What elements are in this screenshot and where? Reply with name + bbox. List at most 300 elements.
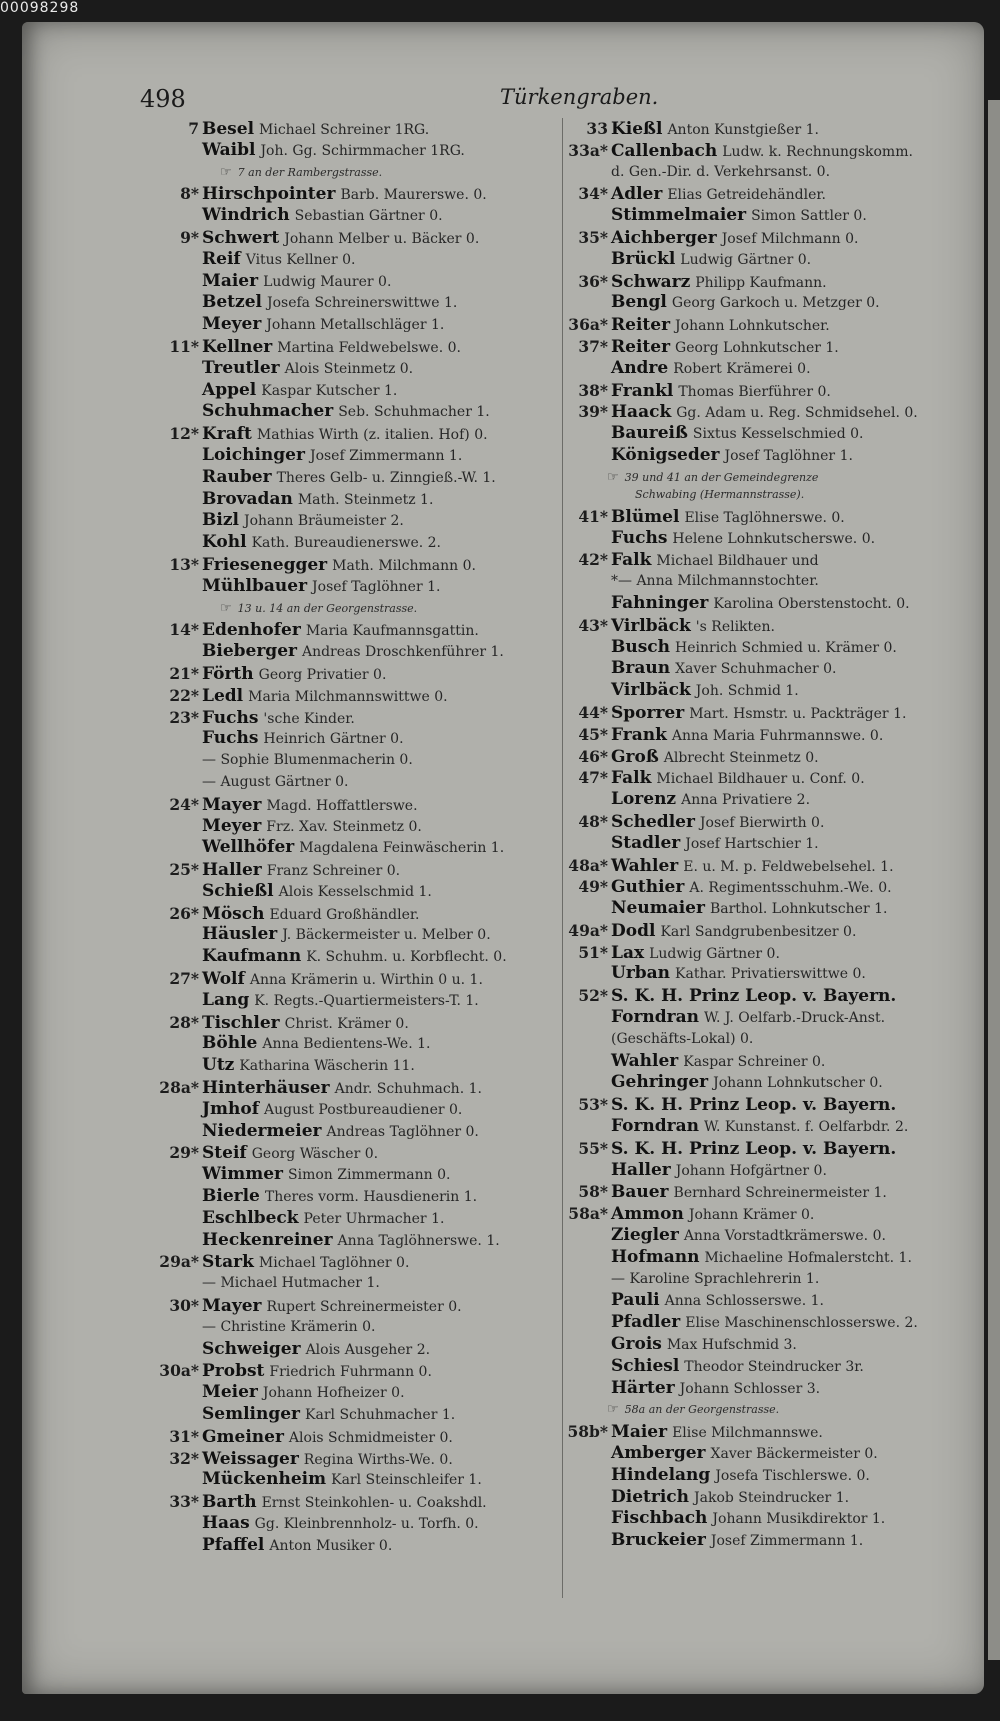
directory-entry [567,528,962,550]
resident-details: Johann Melber u. Bäcker 0. [284,230,480,247]
resident-details: Anna Vorstadtkrämerswe. 0. [683,1228,886,1245]
resident-surname: Haas [202,1513,250,1533]
resident-surname: Probst [202,1361,265,1382]
resident-details: Anna Bedientens-We. 1. [262,1036,431,1053]
resident-details: Maria Kaufmannsgattin. [305,623,479,640]
resident-surname: Eschlbeck [202,1207,299,1228]
resident-details: Elise Milchmannswe. [672,1425,823,1442]
resident-surname: Waibl [202,139,256,160]
directory-entry [567,1356,962,1378]
directory-entry [567,702,962,724]
house-number: 44* [578,702,608,722]
resident-surname: Hindelang [611,1464,711,1485]
resident-details: Alois Schmidmeister 0. [288,1429,453,1446]
directory-entry [122,728,562,750]
resident-surname: Sporrer [611,702,685,723]
resident-surname: Lang [202,989,250,1010]
resident-surname: Schwarz [611,271,691,292]
directory-entry [567,1116,962,1138]
resident-details: Xaver Schuhmacher 0. [675,661,837,678]
directory-entry [122,1360,562,1382]
resident-details: Robert Krämerei 0. [673,360,811,377]
resident-surname: S. K. H. Prinz Leop. v. Bayern. [611,986,897,1007]
resident-details: Alois Kesselschmid 1. [278,883,432,900]
house-number: 21* [169,663,199,683]
resident-details: Math. Steinmetz 1. [297,491,434,508]
resident-details: Josefa Tischlerswe. 0. [715,1467,870,1484]
directory-entry [567,1051,962,1073]
resident-surname: Windrich [202,205,290,226]
resident-details: Seb. Schuhmacher 1. [338,404,490,421]
directory-entry [567,855,962,877]
directory-entry [567,1269,962,1291]
resident-details: Alois Ausgeher 2. [305,1341,431,1358]
directory-entry [567,985,962,1007]
pointing-hand-icon: ☞ [220,164,232,180]
resident-surname: Lax [611,942,645,963]
directory-entry [122,1012,562,1034]
house-number: 47* [578,768,608,788]
resident-details: Helene Lohnkutscherswe. 0. [672,530,876,547]
house-number: 39* [578,402,608,422]
resident-details: Andr. Schuhmach. 1. [334,1081,482,1098]
resident-details: Karolina Oberstenstocht. 0. [713,595,910,612]
resident-details: J. Bäckermeister u. Melber 0. [282,927,491,944]
directory-entry [122,1055,562,1077]
directory-entry [567,1334,962,1356]
street-note-text-continued: Schwabing (Hermannstrasse). [635,487,805,501]
resident-surname: Meyer [202,314,262,335]
house-number: 13* [169,554,199,574]
street-note [122,162,562,184]
directory-entry [122,816,562,838]
directory-entry [122,1448,562,1470]
house-number: 28* [169,1012,199,1032]
street-note-text: 39 und 41 an der Gemeindegrenze [624,470,819,484]
house-number: 49a* [568,920,608,940]
directory-entry [122,1273,562,1295]
directory-entry [567,724,962,746]
directory-entry [567,1312,962,1334]
directory-entry [122,685,562,707]
resident-surname: Rauber [202,466,272,487]
pointing-hand-icon: ☞ [607,1402,619,1418]
directory-entry [567,1007,962,1029]
resident-surname: Weissager [202,1448,299,1469]
resident-surname: Fuchs [611,527,668,548]
directory-entry [122,205,562,227]
directory-entry [122,1469,562,1491]
resident-surname: Wahler [611,855,679,876]
directory-entry [122,1491,562,1513]
directory-entry [122,380,562,402]
scan-id-label: 00098298 [0,0,80,16]
directory-entry [122,1077,562,1099]
directory-entry [567,811,962,833]
resident-details: Johann Hofheizer 0. [262,1385,405,1402]
resident-surname: Förth [202,663,254,684]
resident-surname: Lorenz [611,789,677,810]
directory-entry [122,1513,562,1535]
resident-details: Kathar. Privatierswittwe 0. [675,966,866,983]
resident-details: Frz. Xav. Steinmetz 0. [266,818,422,835]
resident-surname: Haller [611,1159,671,1180]
resident-surname: Aichberger [611,227,717,248]
directory-entry [122,881,562,903]
directory-entry [567,1443,962,1465]
resident-details: W. Kunstanst. f. Oelfarbdr. 2. [704,1119,909,1136]
resident-details: Anton Musiker 0. [269,1537,393,1554]
directory-entry [567,1160,962,1182]
resident-details: Katharina Wäscherin 11. [239,1058,415,1075]
resident-details: Kaspar Kutscher 1. [261,382,398,399]
resident-details: Joh. Gg. Schirmmacher 1RG. [260,142,465,159]
resident-details: Karl Steinschleifer 1. [331,1472,482,1489]
resident-details: — Sophie Blumenmacherin 0. [202,752,413,769]
directory-entry [122,1404,562,1426]
directory-entry [567,423,962,445]
resident-details: E. u. M. p. Feldwebelsehel. 1. [683,858,894,875]
directory-entry [567,1029,962,1051]
resident-surname: Blümel [611,506,680,527]
resident-surname: Schweiger [202,1338,301,1359]
directory-entry [122,1295,562,1317]
house-number: 29a* [159,1252,199,1272]
resident-details: Sixtus Kesselschmied 0. [692,426,864,443]
resident-surname: Fuchs [202,728,259,749]
directory-entry [122,576,562,598]
directory-entry [567,680,962,702]
directory-entry [122,924,562,946]
house-number: 28a* [159,1078,199,1098]
directory-entry [122,249,562,271]
house-number: 26* [169,903,199,923]
resident-surname: Fischbach [611,1508,708,1529]
resident-surname: Kellner [202,336,273,357]
resident-details: Josef Taglöhner 1. [724,447,853,464]
resident-surname: Heckenreiner [202,1229,333,1250]
street-note-text: 58a an der Georgenstrasse. [624,1403,780,1417]
resident-surname: Bengl [611,292,667,313]
resident-surname: Haack [611,402,672,423]
directory-entry [567,358,962,380]
resident-details: Johann Bräumeister 2. [243,513,404,530]
resident-details: Joh. Schmid 1. [695,683,799,700]
resident-surname: Mösch [202,903,265,924]
street-note-text: 13 u. 14 an der Georgenstrasse. [237,601,418,615]
directory-entry [122,641,562,663]
directory-entry [567,1508,962,1530]
directory-entry [567,401,962,423]
directory-entry [567,292,962,314]
resident-surname: S. K. H. Prinz Leop. v. Bayern. [611,1138,897,1159]
resident-surname: Reiter [611,315,671,336]
resident-surname: Schießl [202,880,274,901]
house-number: 30a* [159,1361,199,1381]
house-number: 7 [188,119,199,138]
resident-details: Andreas Droschkenführer 1. [301,644,504,661]
street-note [122,598,562,620]
house-number: 36* [578,271,608,291]
resident-surname: Mückenheim [202,1469,327,1490]
house-number: 41* [578,506,608,526]
resident-details: Georg Wäscher 0. [251,1146,379,1163]
house-number: 24* [169,794,199,814]
directory-entry [122,946,562,968]
house-number: 45* [578,724,608,744]
resident-details: Magd. Hoffattlerswe. [266,797,418,814]
resident-details: Josef Zimmermann 1. [309,447,463,464]
resident-surname: Pfadler [611,1312,681,1333]
directory-entry [567,746,962,768]
resident-details: Ludwig Gärtner 0. [649,945,780,962]
resident-details: Kath. Bureaudienerswe. 2. [251,535,441,552]
resident-details: — Christine Krämerin 0. [202,1318,376,1335]
resident-details: Theres Gelb- u. Zinngieß.-W. 1. [276,469,496,486]
directory-entry [567,1378,962,1400]
resident-surname: Frank [611,724,667,745]
resident-details: Josefa Schreinerswittwe 1. [266,295,458,312]
resident-surname: Mühlbauer [202,575,308,596]
resident-details: Mart. Hsmstr. u. Packträger 1. [689,705,907,722]
resident-surname: Wellhöfer [202,837,295,858]
resident-details: Josef Zimmermann 1. [710,1533,864,1550]
directory-entry [122,707,562,729]
house-number: 30* [169,1296,199,1316]
house-number: 9* [180,227,199,247]
directory-entry [122,619,562,641]
running-head: Türkengraben. [500,85,659,109]
resident-surname: Stadler [611,832,681,853]
directory-entry [122,358,562,380]
directory-entry [567,162,962,184]
directory-entry [122,772,562,794]
house-number: 33* [169,1492,199,1512]
directory-entry [567,593,962,615]
resident-surname: Virlbäck [611,680,691,701]
resident-details: K. Schuhm. u. Korbflecht. 0. [306,949,507,966]
resident-details: W. J. Oelfarb.-Druck-Anst. [704,1010,886,1027]
resident-details: Christ. Krämer 0. [284,1015,409,1032]
resident-details: Anna Krämerin u. Wirthin 0 u. 1. [249,972,483,989]
directory-entry [122,1164,562,1186]
resident-surname: Ziegler [611,1225,679,1246]
resident-details: Anna Privatiere 2. [681,792,811,809]
resident-surname: Forndran [611,1116,700,1137]
resident-details: Alois Steinmetz 0. [284,360,414,377]
resident-surname: Königseder [611,444,720,465]
resident-details: Michael Bildhauer und [656,553,819,570]
directory-entry [567,1072,962,1094]
house-number: 34* [578,184,608,204]
directory-entry [122,1099,562,1121]
directory-entry [122,1033,562,1055]
directory-entry [567,118,962,140]
resident-details: Gg. Kleinbrennholz- u. Torfh. 0. [254,1516,479,1532]
resident-surname: Hirschpointer [202,184,336,205]
resident-details: Johann Musikdirektor 1. [712,1511,886,1528]
resident-surname: Frankl [611,380,674,401]
directory-entry [122,1317,562,1339]
directory-entry [122,227,562,249]
resident-details: 'sche Kinder. [263,710,355,727]
house-number: 12* [169,424,199,444]
resident-surname: Amberger [611,1443,706,1464]
directory-entry [122,445,562,467]
house-number: 33a* [568,140,608,160]
street-note [567,467,962,506]
directory-entry [567,876,962,898]
resident-details: Philipp Kaufmann. [695,274,827,291]
resident-details: Sebastian Gärtner 0. [294,208,443,225]
resident-details: Johann Metallschläger 1. [266,317,445,334]
directory-entry [122,401,562,423]
resident-surname: Mayer [202,794,262,815]
directory-entry [567,314,962,336]
resident-details: Anna Schlosserswe. 1. [664,1293,824,1310]
resident-surname: Kaufmann [202,946,302,967]
resident-details: Johann Schlosser 3. [679,1380,821,1397]
directory-entry [122,423,562,445]
resident-details: d. Gen.-Dir. d. Verkehrsanst. 0. [611,163,831,180]
resident-details: Anna Maria Fuhrmannswe. 0. [671,727,884,744]
resident-surname: Häusler [202,924,278,945]
resident-surname: Gehringer [611,1072,709,1093]
resident-surname: Treutler [202,357,280,378]
resident-details: Elise Maschinenschlosserswe. 2. [685,1315,918,1332]
resident-details: Johann Lohnkutscher 0. [713,1075,883,1092]
resident-surname: Guthier [611,877,685,898]
resident-details: Albrecht Steinmetz 0. [663,749,819,766]
resident-surname: Virlbäck [611,615,691,636]
resident-surname: Hofmann [611,1246,700,1267]
resident-surname: Friesenegger [202,554,328,575]
resident-details: Heinrich Schmied u. Krämer 0. [675,639,897,656]
directory-entry [567,833,962,855]
resident-surname: Falk [611,768,652,789]
resident-details: Barthol. Lohnkutscher 1. [709,901,888,918]
directory-entry [122,1208,562,1230]
directory-entry [122,532,562,554]
house-number: 29* [169,1143,199,1163]
resident-details: — August Gärtner 0. [202,773,349,790]
resident-surname: Böhle [202,1033,258,1054]
house-number: 49* [578,877,608,897]
resident-surname: Groß [611,746,659,767]
directory-entry [122,903,562,925]
directory-entry [567,1530,962,1552]
directory-entry [567,615,962,637]
resident-details: Simon Sattler 0. [751,208,867,225]
resident-surname: Schuhmacher [202,401,334,422]
resident-details: Michaeline Hofmalerstcht. 1. [704,1249,912,1266]
left-column [122,118,562,1557]
resident-details: Magdalena Feinwäscherin 1. [299,840,505,857]
resident-surname: Pfaffel [202,1534,265,1555]
resident-surname: Barth [202,1492,257,1513]
resident-details: Max Hufschmid 3. [666,1337,797,1354]
pointing-hand-icon: ☞ [220,600,232,616]
resident-surname: Kießl [611,119,663,139]
resident-surname: Dietrich [611,1486,689,1507]
house-number: 8* [180,184,199,204]
resident-surname: Hinterhäuser [202,1078,330,1099]
directory-entry [122,336,562,358]
house-number: 11* [169,336,199,356]
directory-entry [567,336,962,358]
house-number: 58a* [568,1204,608,1224]
right-column [567,118,962,1552]
directory-entry [567,183,962,205]
directory-entry [122,1535,562,1557]
directory-entry [567,1421,962,1443]
resident-details: Michael Schreiner 1RG. [259,122,430,138]
resident-details: — Michael Hutmacher 1. [202,1275,380,1292]
directory-entry [122,990,562,1012]
page-header [140,85,960,119]
resident-details: Josef Hartschier 1. [685,835,819,852]
resident-details: A. Regimentsschuhm.-We. 0. [689,880,892,897]
resident-surname: Semlinger [202,1404,301,1425]
adjacent-page-edge [988,100,1000,1660]
directory-entry [567,549,962,571]
house-number: 22* [169,685,199,705]
house-number: 31* [169,1426,199,1446]
page-number: 498 [140,85,186,113]
resident-surname: Ledl [202,685,244,706]
resident-details: *— Anna Milchmannstochter. [611,573,819,590]
resident-surname: Bieberger [202,641,297,662]
directory-entry [122,859,562,881]
resident-surname: Maier [611,1422,668,1443]
house-number: 23* [169,707,199,727]
resident-surname: Andre [611,357,669,378]
directory-entry [567,767,962,789]
house-number: 25* [169,860,199,880]
resident-surname: Wahler [611,1050,679,1071]
resident-details: — Karoline Sprachlehrerin 1. [611,1270,820,1287]
directory-entry [122,467,562,489]
directory-entry [567,963,962,985]
street-note [567,1399,962,1421]
house-number: 48a* [568,855,608,875]
resident-surname: Fuchs [202,707,259,728]
resident-surname: S. K. H. Prinz Leop. v. Bayern. [611,1095,897,1116]
resident-surname: Steif [202,1143,247,1164]
directory-entry [122,271,562,293]
resident-surname: Appel [202,379,257,400]
resident-details: Josef Bierwirth 0. [699,814,825,831]
resident-details: Andreas Taglöhner 0. [326,1123,479,1140]
directory-entry [567,271,962,293]
resident-surname: Falk [611,550,652,571]
directory-entry [567,1465,962,1487]
resident-surname: Grois [611,1334,662,1355]
directory-entry [567,1138,962,1160]
resident-details: Michael Taglöhner 0. [258,1255,410,1272]
resident-details: Elise Taglöhnerswe. 0. [684,509,845,526]
house-number: 58* [578,1182,608,1202]
resident-details: Karl Schuhmacher 1. [305,1407,456,1424]
resident-surname: Stark [202,1252,254,1273]
directory-entry [122,292,562,314]
house-number: 32* [169,1448,199,1468]
resident-surname: Schwert [202,227,280,248]
house-number: 37* [578,336,608,356]
resident-surname: Loichinger [202,444,305,465]
pointing-hand-icon: ☞ [607,469,619,485]
directory-entry [122,510,562,532]
